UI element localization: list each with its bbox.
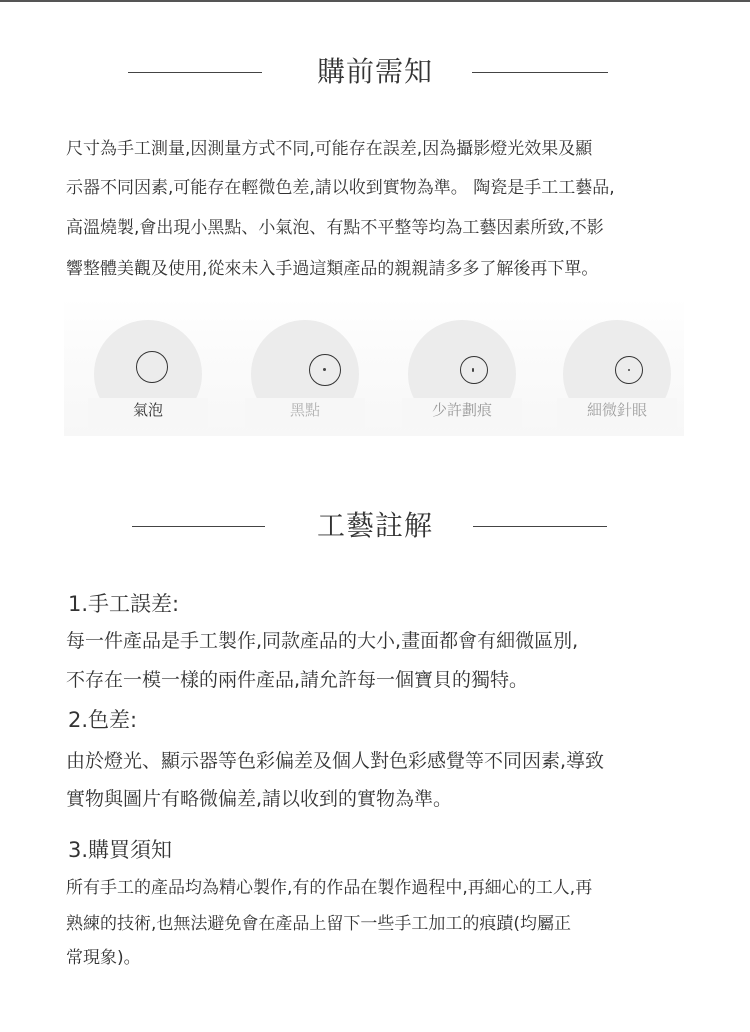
notes-title: 購前需知 [316, 55, 433, 88]
section-heading: 2.色差: [68, 708, 138, 732]
section-text-line: 不存在一模一樣的兩件產品,請允許每一個寶貝的獨特。 [66, 669, 529, 691]
defect-pinhole [563, 320, 671, 428]
defect-label: 少許劃痕 [431, 401, 492, 419]
heading-rule-right [472, 72, 608, 73]
defect-label: 黑點 [289, 401, 320, 419]
section-heading: 1.手工誤差: [68, 592, 180, 616]
section-heading: 3.購買須知 [68, 838, 173, 862]
notes-heading [0, 52, 750, 92]
defect-label: 氣泡 [132, 401, 163, 419]
scratch-mark-icon [472, 368, 474, 372]
defect-black-spot [251, 320, 359, 428]
heading-rule-left [132, 526, 265, 527]
section-text-line: 常現象)。 [66, 948, 141, 968]
defect-scratch [408, 320, 516, 428]
notes-paragraph-line: 高溫燒製,會出現小黑點、小氣泡、有點不平整等均為工藝因素所致,不影 [66, 218, 604, 238]
heading-rule-left [128, 72, 262, 73]
scratch-circle-icon [460, 356, 488, 384]
heading-rule-right [473, 526, 607, 527]
section-text-line: 所有手工的產品均為精心製作,有的作品在製作過程中,再細心的工人,再 [66, 878, 593, 898]
defect-label: 細微針眼 [586, 401, 647, 419]
section-text-line: 實物與圖片有略微偏差,請以收到的實物為準。 [66, 788, 453, 810]
top-border [0, 0, 750, 2]
section-text-line: 熟練的技術,也無法避免會在產品上留下一些手工加工的痕蹟(均屬正 [66, 914, 572, 934]
craft-title: 工藝註解 [316, 509, 433, 542]
notes-paragraph-line: 示器不同因素,可能存在輕微色差,請以收到實物為準。 陶瓷是手工工藝品, [66, 178, 615, 198]
black-spot-dot-icon [323, 368, 326, 371]
defect-bubble [94, 320, 202, 428]
notes-paragraph-line: 尺寸為手工測量,因測量方式不同,可能存在誤差,因為攝影燈光效果及顯 [66, 139, 593, 159]
pinhole-dot-icon [628, 369, 630, 371]
section-text-line: 每一件產品是手工製作,同款產品的大小,畫面都會有細微區別, [66, 630, 579, 652]
craft-heading [0, 506, 750, 546]
section-text-line: 由於燈光、顯示器等色彩偏差及個人對色彩感覺等不同因素,導致 [66, 750, 605, 772]
notes-paragraph-line: 響整體美觀及使用,從來未入手過這類產品的親親請多多了解後再下單。 [66, 259, 599, 279]
bubble-circle-icon [136, 351, 168, 383]
